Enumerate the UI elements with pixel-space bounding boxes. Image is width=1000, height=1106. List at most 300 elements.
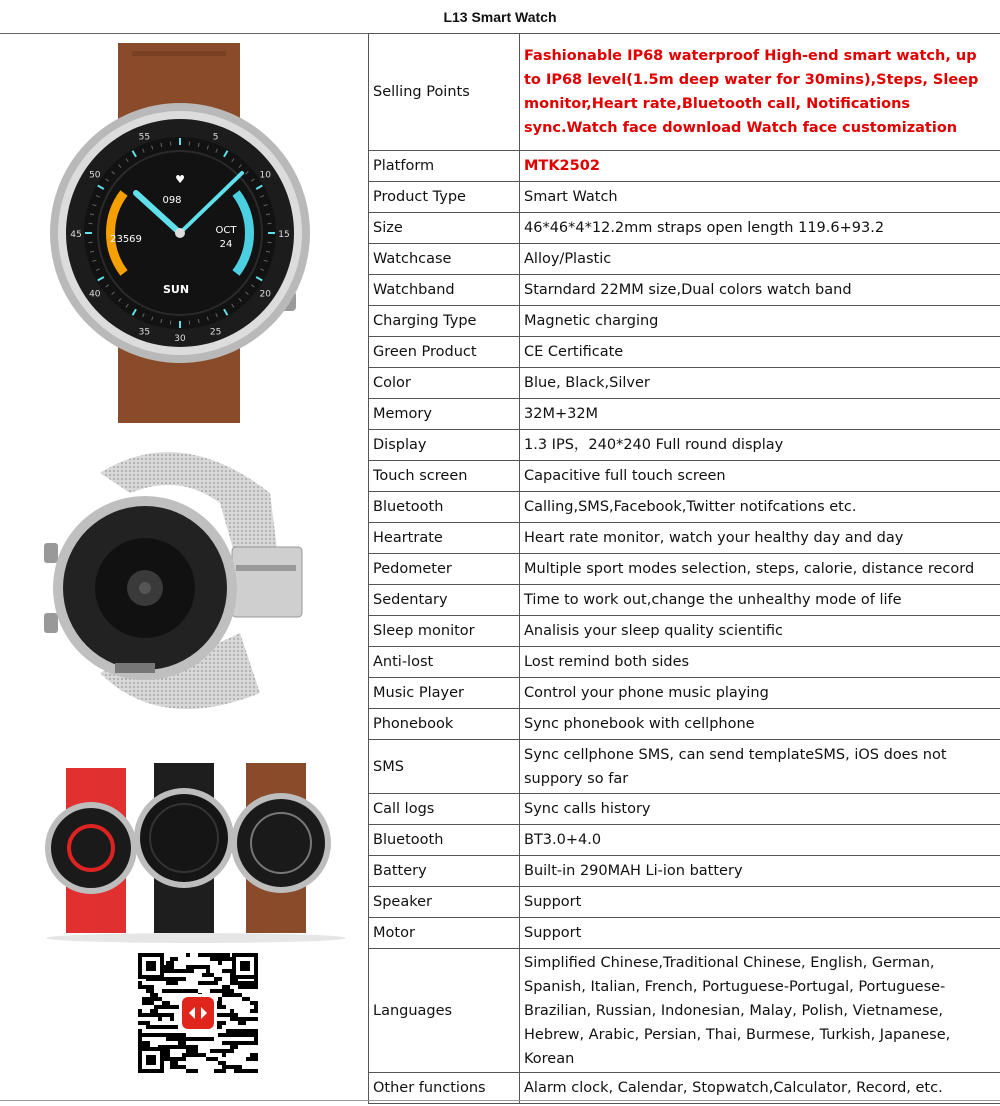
qr-module bbox=[250, 1001, 254, 1005]
spec-key: Color bbox=[369, 368, 520, 399]
spec-key: Sedentary bbox=[369, 585, 520, 616]
qr-module bbox=[150, 993, 154, 997]
qr-module bbox=[166, 981, 170, 985]
watch-variants-image bbox=[36, 758, 346, 943]
dial-tick-label: 50 bbox=[89, 170, 101, 181]
spec-value: Time to work out,change the unhealthy mode of life bbox=[520, 585, 1000, 616]
qr-module bbox=[190, 965, 194, 969]
qr-module bbox=[154, 1033, 158, 1037]
spec-key: Platform bbox=[369, 151, 520, 182]
qr-module bbox=[222, 993, 226, 997]
qr-module bbox=[234, 1017, 238, 1021]
spec-table bbox=[368, 33, 1000, 1104]
qr-module bbox=[170, 961, 174, 965]
spec-row bbox=[369, 337, 1000, 368]
qr-module bbox=[246, 1069, 250, 1073]
spec-value: BT3.0+4.0 bbox=[520, 825, 1000, 856]
qr-module bbox=[250, 1033, 254, 1037]
qr-module bbox=[226, 969, 230, 973]
page-title: L13 Smart Watch bbox=[0, 0, 1000, 34]
qr-module bbox=[170, 969, 174, 973]
qr-module bbox=[238, 981, 242, 985]
qr-module bbox=[218, 997, 222, 1001]
qr-module bbox=[194, 1045, 198, 1049]
qr-module bbox=[186, 1069, 190, 1073]
qr-module bbox=[230, 1013, 234, 1017]
qr-module bbox=[154, 997, 158, 1001]
svg-text:♥: ♥ bbox=[175, 173, 185, 186]
qr-module bbox=[154, 1025, 158, 1029]
qr-module bbox=[170, 981, 174, 985]
qr-module bbox=[150, 989, 154, 993]
spec-key: Bluetooth bbox=[369, 825, 520, 856]
qr-module bbox=[238, 993, 242, 997]
qr-module bbox=[182, 969, 186, 973]
qr-module bbox=[170, 1065, 174, 1069]
spec-row bbox=[369, 151, 1000, 182]
qr-module bbox=[210, 953, 214, 957]
qr-module bbox=[182, 1041, 186, 1045]
qr-module bbox=[206, 1057, 210, 1061]
qr-module bbox=[170, 1017, 174, 1021]
qr-module bbox=[226, 957, 230, 961]
qr-module bbox=[218, 1001, 222, 1005]
qr-module bbox=[138, 1029, 142, 1033]
qr-module bbox=[254, 981, 258, 985]
spec-row bbox=[369, 740, 1000, 794]
qr-module bbox=[146, 985, 150, 989]
qr-module bbox=[162, 1013, 166, 1017]
qr-module bbox=[202, 953, 206, 957]
spec-value: Sync calls history bbox=[520, 794, 1000, 825]
qr-module bbox=[142, 1013, 146, 1017]
spec-row bbox=[369, 461, 1000, 492]
qr-module bbox=[158, 1013, 162, 1017]
qr-module bbox=[194, 1049, 198, 1053]
spec-value: Support bbox=[520, 918, 1000, 949]
qr-module bbox=[218, 953, 222, 957]
qr-module bbox=[226, 953, 230, 957]
qr-module bbox=[250, 1069, 254, 1073]
qr-module bbox=[246, 1033, 250, 1037]
qr-module bbox=[158, 997, 162, 1001]
spec-value: Built-in 290MAH Li-ion battery bbox=[520, 856, 1000, 887]
qr-module bbox=[218, 1025, 222, 1029]
qr-module bbox=[190, 1069, 194, 1073]
spec-key: Anti-lost bbox=[369, 647, 520, 678]
spec-key: Phonebook bbox=[369, 709, 520, 740]
spec-value: Smart Watch bbox=[520, 182, 1000, 213]
qr-module bbox=[154, 1009, 158, 1013]
qr-module bbox=[166, 1001, 170, 1005]
qr-module bbox=[210, 989, 214, 993]
qr-module bbox=[238, 1069, 242, 1073]
qr-module bbox=[154, 1005, 158, 1009]
qr-module bbox=[210, 957, 214, 961]
spec-row bbox=[369, 794, 1000, 825]
qr-module bbox=[186, 989, 190, 993]
qr-module bbox=[182, 1045, 186, 1049]
qr-module bbox=[162, 1025, 166, 1029]
qr-module bbox=[218, 1005, 222, 1009]
qr-module bbox=[226, 993, 230, 997]
qr-module bbox=[190, 1049, 194, 1053]
qr-module bbox=[194, 1037, 198, 1041]
spec-row bbox=[369, 825, 1000, 856]
qr-module bbox=[238, 1041, 242, 1045]
spec-row bbox=[369, 949, 1000, 1073]
qr-module bbox=[170, 977, 174, 981]
qr-module bbox=[254, 1057, 258, 1061]
qr-module bbox=[166, 1037, 170, 1041]
qr-module bbox=[218, 989, 222, 993]
qr-module bbox=[218, 1061, 222, 1065]
dial-tick-label: 35 bbox=[138, 327, 151, 338]
qr-module bbox=[182, 977, 186, 981]
qr-module bbox=[226, 989, 230, 993]
qr-module bbox=[202, 965, 206, 969]
qr-module bbox=[166, 969, 170, 973]
qr-module bbox=[238, 1017, 242, 1021]
qr-module bbox=[234, 1065, 238, 1069]
qr-module bbox=[146, 1025, 150, 1029]
qr-module bbox=[254, 1001, 258, 1005]
qr-module bbox=[254, 1053, 258, 1057]
qr-module bbox=[246, 1029, 250, 1033]
qr-module bbox=[238, 1021, 242, 1025]
qr-module bbox=[186, 953, 190, 957]
bottom-border bbox=[0, 1100, 1000, 1101]
qr-module bbox=[222, 989, 226, 993]
qr-module bbox=[222, 1041, 226, 1045]
qr-module bbox=[206, 965, 210, 969]
qr-module bbox=[214, 1049, 218, 1053]
spec-key: Touch screen bbox=[369, 461, 520, 492]
spec-row bbox=[369, 523, 1000, 554]
qr-module bbox=[222, 1053, 226, 1057]
qr-module bbox=[174, 957, 178, 961]
qr-module bbox=[178, 1041, 182, 1045]
spec-key: Speaker bbox=[369, 887, 520, 918]
qr-module bbox=[170, 965, 174, 969]
spec-row bbox=[369, 616, 1000, 647]
spec-key: Watchcase bbox=[369, 244, 520, 275]
spec-value: Magnetic charging bbox=[520, 306, 1000, 337]
qr-module bbox=[174, 989, 178, 993]
qr-module bbox=[170, 989, 174, 993]
spec-key: Other functions bbox=[369, 1073, 520, 1104]
spec-value: 1.3 IPS，240*240 Full round display bbox=[520, 430, 1000, 461]
dial-tick-label: 30 bbox=[174, 334, 186, 344]
qr-module bbox=[190, 1045, 194, 1049]
qr-module bbox=[230, 1041, 234, 1045]
qr-module bbox=[162, 1033, 166, 1037]
qr-module bbox=[254, 1037, 258, 1041]
qr-module bbox=[206, 973, 210, 977]
qr-module bbox=[150, 985, 154, 989]
qr-module bbox=[150, 1009, 154, 1013]
spec-value: Fashionable IP68 waterproof High-end smart watch, up to IP68 level(1.5m deep water for 30mins),Steps, Sleep monitor,Heart rate,Bluetooth call, Notifications sync.Watch face download Watch face customization bbox=[520, 34, 1000, 151]
qr-module bbox=[186, 1053, 190, 1057]
qr-module bbox=[166, 1025, 170, 1029]
qr-module bbox=[222, 957, 226, 961]
qr-module bbox=[194, 1053, 198, 1057]
spec-key: Call logs bbox=[369, 794, 520, 825]
qr-module bbox=[254, 1017, 258, 1021]
qr-module bbox=[178, 989, 182, 993]
spec-value: Support bbox=[520, 887, 1000, 918]
qr-module bbox=[226, 1029, 230, 1033]
qr-module bbox=[178, 1045, 182, 1049]
spec-key: Music Player bbox=[369, 678, 520, 709]
qr-module bbox=[214, 981, 218, 985]
qr-module bbox=[218, 1049, 222, 1053]
qr-module bbox=[210, 973, 214, 977]
qr-module bbox=[174, 1061, 178, 1065]
qr-module bbox=[234, 1045, 238, 1049]
qr-module bbox=[186, 969, 190, 973]
qr-module bbox=[222, 1049, 226, 1053]
spec-row bbox=[369, 275, 1000, 306]
spec-value: Calling,SMS,Facebook,Twitter notifcations etc. bbox=[520, 492, 1000, 523]
qr-module bbox=[246, 981, 250, 985]
spec-row bbox=[369, 244, 1000, 275]
qr-module bbox=[254, 1041, 258, 1045]
qr-module bbox=[198, 1037, 202, 1041]
qr-module bbox=[138, 1021, 142, 1025]
qr-module bbox=[206, 981, 210, 985]
qr-module bbox=[246, 1057, 250, 1061]
qr-module bbox=[166, 1053, 170, 1057]
spec-key: Charging Type bbox=[369, 306, 520, 337]
qr-module bbox=[174, 1005, 178, 1009]
qr-module bbox=[162, 989, 166, 993]
qr-module bbox=[170, 1057, 174, 1061]
qr-module bbox=[202, 1037, 206, 1041]
dial-tick-label: 10 bbox=[259, 170, 271, 181]
qr-module bbox=[226, 1065, 230, 1069]
qr-module bbox=[202, 981, 206, 985]
qr-module bbox=[166, 1049, 170, 1053]
spec-key: SMS bbox=[369, 740, 520, 794]
qr-module bbox=[190, 1037, 194, 1041]
qr-module bbox=[254, 1069, 258, 1073]
qr-module bbox=[138, 1009, 142, 1013]
qr-module bbox=[182, 1057, 186, 1061]
qr-module bbox=[138, 1013, 142, 1017]
qr-module bbox=[242, 1069, 246, 1073]
qr-module bbox=[166, 961, 170, 965]
spec-value: Blue, Black,Silver bbox=[520, 368, 1000, 399]
spec-row bbox=[369, 399, 1000, 430]
qr-module bbox=[230, 1065, 234, 1069]
spec-value: Analisis your sleep quality scientific bbox=[520, 616, 1000, 647]
qr-module bbox=[146, 1001, 150, 1005]
spec-value: 32M+32M bbox=[520, 399, 1000, 430]
qr-module bbox=[218, 977, 222, 981]
qr-module bbox=[230, 981, 234, 985]
product-images bbox=[0, 33, 368, 1103]
qr-module bbox=[186, 965, 190, 969]
qr-module bbox=[250, 1041, 254, 1045]
qr-module bbox=[242, 1021, 246, 1025]
heart-rate-value: 098 bbox=[162, 195, 182, 206]
qr-module bbox=[166, 1045, 170, 1049]
qr-module bbox=[198, 981, 202, 985]
qr-module bbox=[210, 1057, 214, 1061]
watch-front-image bbox=[40, 43, 320, 423]
qr-module bbox=[254, 985, 258, 989]
qr-module bbox=[234, 1069, 238, 1073]
qr-module bbox=[138, 1041, 142, 1045]
qr-module bbox=[250, 1057, 254, 1061]
qr-module bbox=[218, 961, 222, 965]
qr-module bbox=[174, 1033, 178, 1037]
qr-module bbox=[178, 1065, 182, 1069]
qr-module bbox=[170, 957, 174, 961]
qr-module bbox=[254, 1033, 258, 1037]
spec-value: Sync phonebook with cellphone bbox=[520, 709, 1000, 740]
qr-module bbox=[166, 1005, 170, 1009]
qr-module bbox=[158, 1033, 162, 1037]
qr-module bbox=[222, 1013, 226, 1017]
qr-module bbox=[226, 985, 230, 989]
qr-module bbox=[230, 1045, 234, 1049]
qr-module bbox=[238, 1065, 242, 1069]
qr-module bbox=[230, 989, 234, 993]
spec-row bbox=[369, 678, 1000, 709]
qr-module bbox=[222, 985, 226, 989]
qr-module bbox=[182, 1033, 186, 1037]
qr-module bbox=[182, 1053, 186, 1057]
qr-module bbox=[146, 989, 150, 993]
spec-key: Memory bbox=[369, 399, 520, 430]
qr-module bbox=[146, 1013, 150, 1017]
qr-module bbox=[146, 1041, 150, 1045]
qr-module bbox=[222, 1069, 226, 1073]
month-value: OCT bbox=[215, 225, 237, 236]
qr-module bbox=[214, 1057, 218, 1061]
qr-module bbox=[222, 1005, 226, 1009]
dial-tick-label: 15 bbox=[278, 230, 290, 240]
qr-module bbox=[170, 1013, 174, 1017]
spec-value: Simplified Chinese,Traditional Chinese, English, German, Spanish, Italian, French, Portuguese-Portugal, Portuguese-Brazilian, Russian, Indonesian, Malay, Polish, Vietnamese, Hebrew, Arabic, Persian, Thai, Burmese, Turkish, Japanese, Korean bbox=[520, 949, 1000, 1073]
qr-module bbox=[230, 993, 234, 997]
qr-module bbox=[214, 957, 218, 961]
spec-value: Lost remind both sides bbox=[520, 647, 1000, 678]
qr-module bbox=[182, 1037, 186, 1041]
qr-module bbox=[210, 1049, 214, 1053]
spec-row bbox=[369, 368, 1000, 399]
qr-module bbox=[210, 1037, 214, 1041]
qr-module bbox=[158, 1005, 162, 1009]
qr-module bbox=[166, 989, 170, 993]
spec-key: Watchband bbox=[369, 275, 520, 306]
spec-value: Control your phone music playing bbox=[520, 678, 1000, 709]
qr-module bbox=[210, 981, 214, 985]
qr-module bbox=[238, 1033, 242, 1037]
spec-row bbox=[369, 430, 1000, 461]
qr-module bbox=[214, 953, 218, 957]
qr-module bbox=[222, 953, 226, 957]
spec-value: MTK2502 bbox=[520, 151, 1000, 182]
qr-module bbox=[214, 1069, 218, 1073]
qr-module bbox=[214, 989, 218, 993]
qr-module bbox=[146, 997, 150, 1001]
spec-key: Battery bbox=[369, 856, 520, 887]
qr-module bbox=[174, 977, 178, 981]
qr-module bbox=[218, 1033, 222, 1037]
spec-row bbox=[369, 647, 1000, 678]
spec-row bbox=[369, 887, 1000, 918]
qr-module bbox=[166, 1013, 170, 1017]
qr-module bbox=[194, 965, 198, 969]
spec-value: 46*46*4*12.2mm straps open length 119.6+93.2 bbox=[520, 213, 1000, 244]
qr-module bbox=[186, 1037, 190, 1041]
qr-module bbox=[226, 1041, 230, 1045]
qr-module bbox=[150, 1013, 154, 1017]
qr-module bbox=[146, 1033, 150, 1037]
qr-module bbox=[202, 973, 206, 977]
spec-row bbox=[369, 492, 1000, 523]
qr-module bbox=[170, 1045, 174, 1049]
qr-module bbox=[242, 1029, 246, 1033]
qr-module bbox=[178, 1033, 182, 1037]
qr-module bbox=[222, 1021, 226, 1025]
qr-module bbox=[218, 1013, 222, 1017]
qr-module bbox=[234, 1041, 238, 1045]
qr-module bbox=[170, 1005, 174, 1009]
spec-value: Heart rate monitor, watch your healthy day and day bbox=[520, 523, 1000, 554]
spec-value: Starndard 22MM size,Dual colors watch band bbox=[520, 275, 1000, 306]
qr-module bbox=[254, 1009, 258, 1013]
spec-value: Alloy/Plastic bbox=[520, 244, 1000, 275]
dial-tick-label: 20 bbox=[259, 289, 271, 300]
qr-module bbox=[178, 1037, 182, 1041]
spec-value: Alarm clock, Calendar, Stopwatch,Calculator, Record, etc. bbox=[520, 1073, 1000, 1104]
qr-module bbox=[234, 981, 238, 985]
qr-module bbox=[170, 1061, 174, 1065]
qr-module bbox=[182, 989, 186, 993]
qr-module bbox=[250, 981, 254, 985]
spec-key: Heartrate bbox=[369, 523, 520, 554]
steps-value: 23569 bbox=[110, 234, 142, 245]
spec-row bbox=[369, 585, 1000, 616]
qr-module bbox=[242, 985, 246, 989]
qr-module bbox=[146, 1021, 150, 1025]
qr-module bbox=[226, 1033, 230, 1037]
qr-module bbox=[142, 1001, 146, 1005]
qr-module bbox=[246, 985, 250, 989]
spec-key: Sleep monitor bbox=[369, 616, 520, 647]
qr-module bbox=[174, 969, 178, 973]
qr-module bbox=[194, 989, 198, 993]
qr-module bbox=[250, 1029, 254, 1033]
qr-module bbox=[170, 1037, 174, 1041]
qr-module bbox=[150, 1025, 154, 1029]
qr-module bbox=[202, 1053, 206, 1057]
qr-module bbox=[198, 1053, 202, 1057]
qr-module bbox=[178, 969, 182, 973]
qr-module bbox=[242, 1033, 246, 1037]
qr-module bbox=[222, 1065, 226, 1069]
qr-module bbox=[174, 1057, 178, 1061]
spec-row bbox=[369, 182, 1000, 213]
qr-module bbox=[250, 985, 254, 989]
qr-module bbox=[190, 1053, 194, 1057]
qr-module bbox=[246, 1041, 250, 1045]
spec-key: Selling Points bbox=[369, 34, 520, 151]
